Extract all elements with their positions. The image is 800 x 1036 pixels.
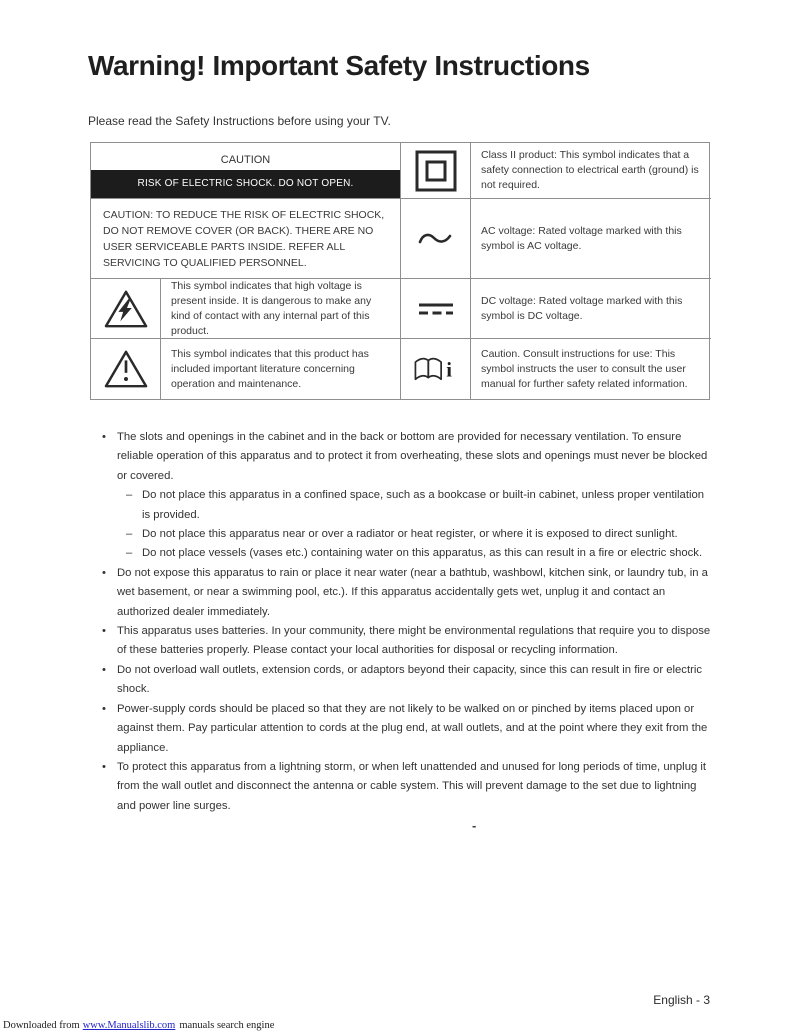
safety-bullet-list [96, 428, 712, 816]
consult-text: Caution. Consult instructions for use: This symbol instructs the user to consult the user manual for further safety related information. [481, 347, 688, 390]
page-number: English - 3 [653, 993, 710, 1007]
sub-bullet-item [96, 525, 712, 544]
high-voltage-text: This symbol indicates that high voltage is present inside. It is dangerous to make any kind of contact with any internal part of this product. [161, 279, 401, 339]
svg-text:i: i [445, 359, 452, 382]
consult-icon-cell [401, 339, 471, 399]
dc-voltage-text: DC voltage: Rated voltage marked with this symbol is DC voltage. [471, 279, 711, 339]
risk-of-shock-bar: RISK OF ELECTRIC SHOCK. DO NOT OPEN. [91, 170, 400, 198]
bullet-text: To protect this apparatus from a lightning storm, or when left unattended and unused for long periods of time, unplug it from the wall outlet and disconnect the antenna or cable system. This will prevent damage to the set due to lightning and power line surges. [117, 760, 707, 812]
bullet-text: Power-supply cords should be placed so that they are not likely to be walked on or pinched by items placed upon or against them. Pay particular attention to cords at the plug end, at wall outlets, and at the point where they exit from the appliance. [117, 702, 708, 754]
class-ii-square-in-square-icon [414, 149, 458, 193]
book-with-i-icon [412, 352, 460, 386]
ac-sine-wave-icon [417, 230, 455, 248]
caution-paragraph-cell [91, 199, 401, 279]
bullet-text: This apparatus uses batteries. In your community, there might be environmental regulations that require you to dispose of these batteries properly. Please contact your local authorities for disposal or recycling information. [117, 625, 711, 657]
bullet-item [96, 661, 712, 700]
high-voltage-icon-cell [91, 279, 161, 339]
sub-bullet-item [96, 486, 712, 525]
class-ii-text: Class II product: This symbol indicates that a safety connection to electrical earth (ground) is not required. [471, 143, 711, 199]
lightning-triangle-icon [103, 288, 149, 330]
ac-voltage-icon-cell [401, 199, 471, 279]
bullet-text: The slots and openings in the cabinet and in the back or bottom are provided for necessary ventilation. To ensure reliable operation of this apparatus and to protect it from overheating, these slots and openings must never be blocked or covered. [117, 431, 708, 482]
caution-header-cell [91, 143, 401, 199]
exclamation-triangle-icon [103, 348, 149, 390]
sub-bullet-text: Do not place vessels (vases etc.) containing water on this apparatus, as this can result in a fire or electric shock. [142, 547, 703, 560]
stray-mark: - [472, 818, 477, 833]
literature-text: This symbol indicates that this product has included important literature concerning operation and maintenance. [161, 339, 401, 399]
sub-bullet-item [96, 544, 712, 563]
footer-prefix: Downloaded from [3, 1020, 80, 1031]
class-ii-icon-cell [401, 143, 471, 199]
dc-voltage-icon [416, 301, 456, 317]
safety-symbols-table [90, 142, 710, 400]
bullet-item [96, 428, 712, 486]
bullet-item [96, 622, 712, 661]
ac-voltage-text: AC voltage: Rated voltage marked with this symbol is AC voltage. [471, 199, 711, 279]
bullet-text: Do not overload wall outlets, extension cords, or adaptors beyond their capacity, since this can result in fire or electric shock. [117, 663, 703, 696]
bullet-item [96, 564, 712, 622]
caution-paragraph-text: CAUTION: TO REDUCE THE RISK OF ELECTRIC SHOCK, DO NOT REMOVE COVER (OR BACK). THERE ARE NO USER SERVICEABLE PARTS INSIDE. REFER ALL SERVICING TO QUALIFIED PERSONNEL. [103, 208, 385, 269]
footer-suffix: manuals search engine [179, 1020, 275, 1031]
dc-voltage-icon-cell [401, 279, 471, 339]
bullet-item [96, 700, 712, 758]
intro-text: Please read the Safety Instructions before using your TV. [88, 114, 391, 128]
sub-bullet-text: Do not place this apparatus in a confined space, such as a bookcase or built-in cabinet, unless proper ventilation is provided. [142, 489, 705, 521]
attention-icon-cell [91, 339, 161, 399]
sub-bullet-text: Do not place this apparatus near or over a radiator or heat register, or where it is exposed to direct sunlight. [142, 528, 678, 541]
page-title: Warning! Important Safety Instructions [88, 50, 590, 81]
bullet-text: Do not expose this apparatus to rain or place it near water (near a bathtub, washbowl, kitchen sink, or laundry tub, in a wet basement, or near a swimming pool, etc.). If this apparatus accidentally gets wet, unplug it and contact an authorized dealer immediately. [117, 566, 708, 618]
manualslib-link[interactable]: www.Manualslib.com [82, 1020, 176, 1031]
bullet-item [96, 758, 712, 816]
caution-label: CAUTION [220, 154, 271, 166]
download-footer [3, 1020, 274, 1031]
